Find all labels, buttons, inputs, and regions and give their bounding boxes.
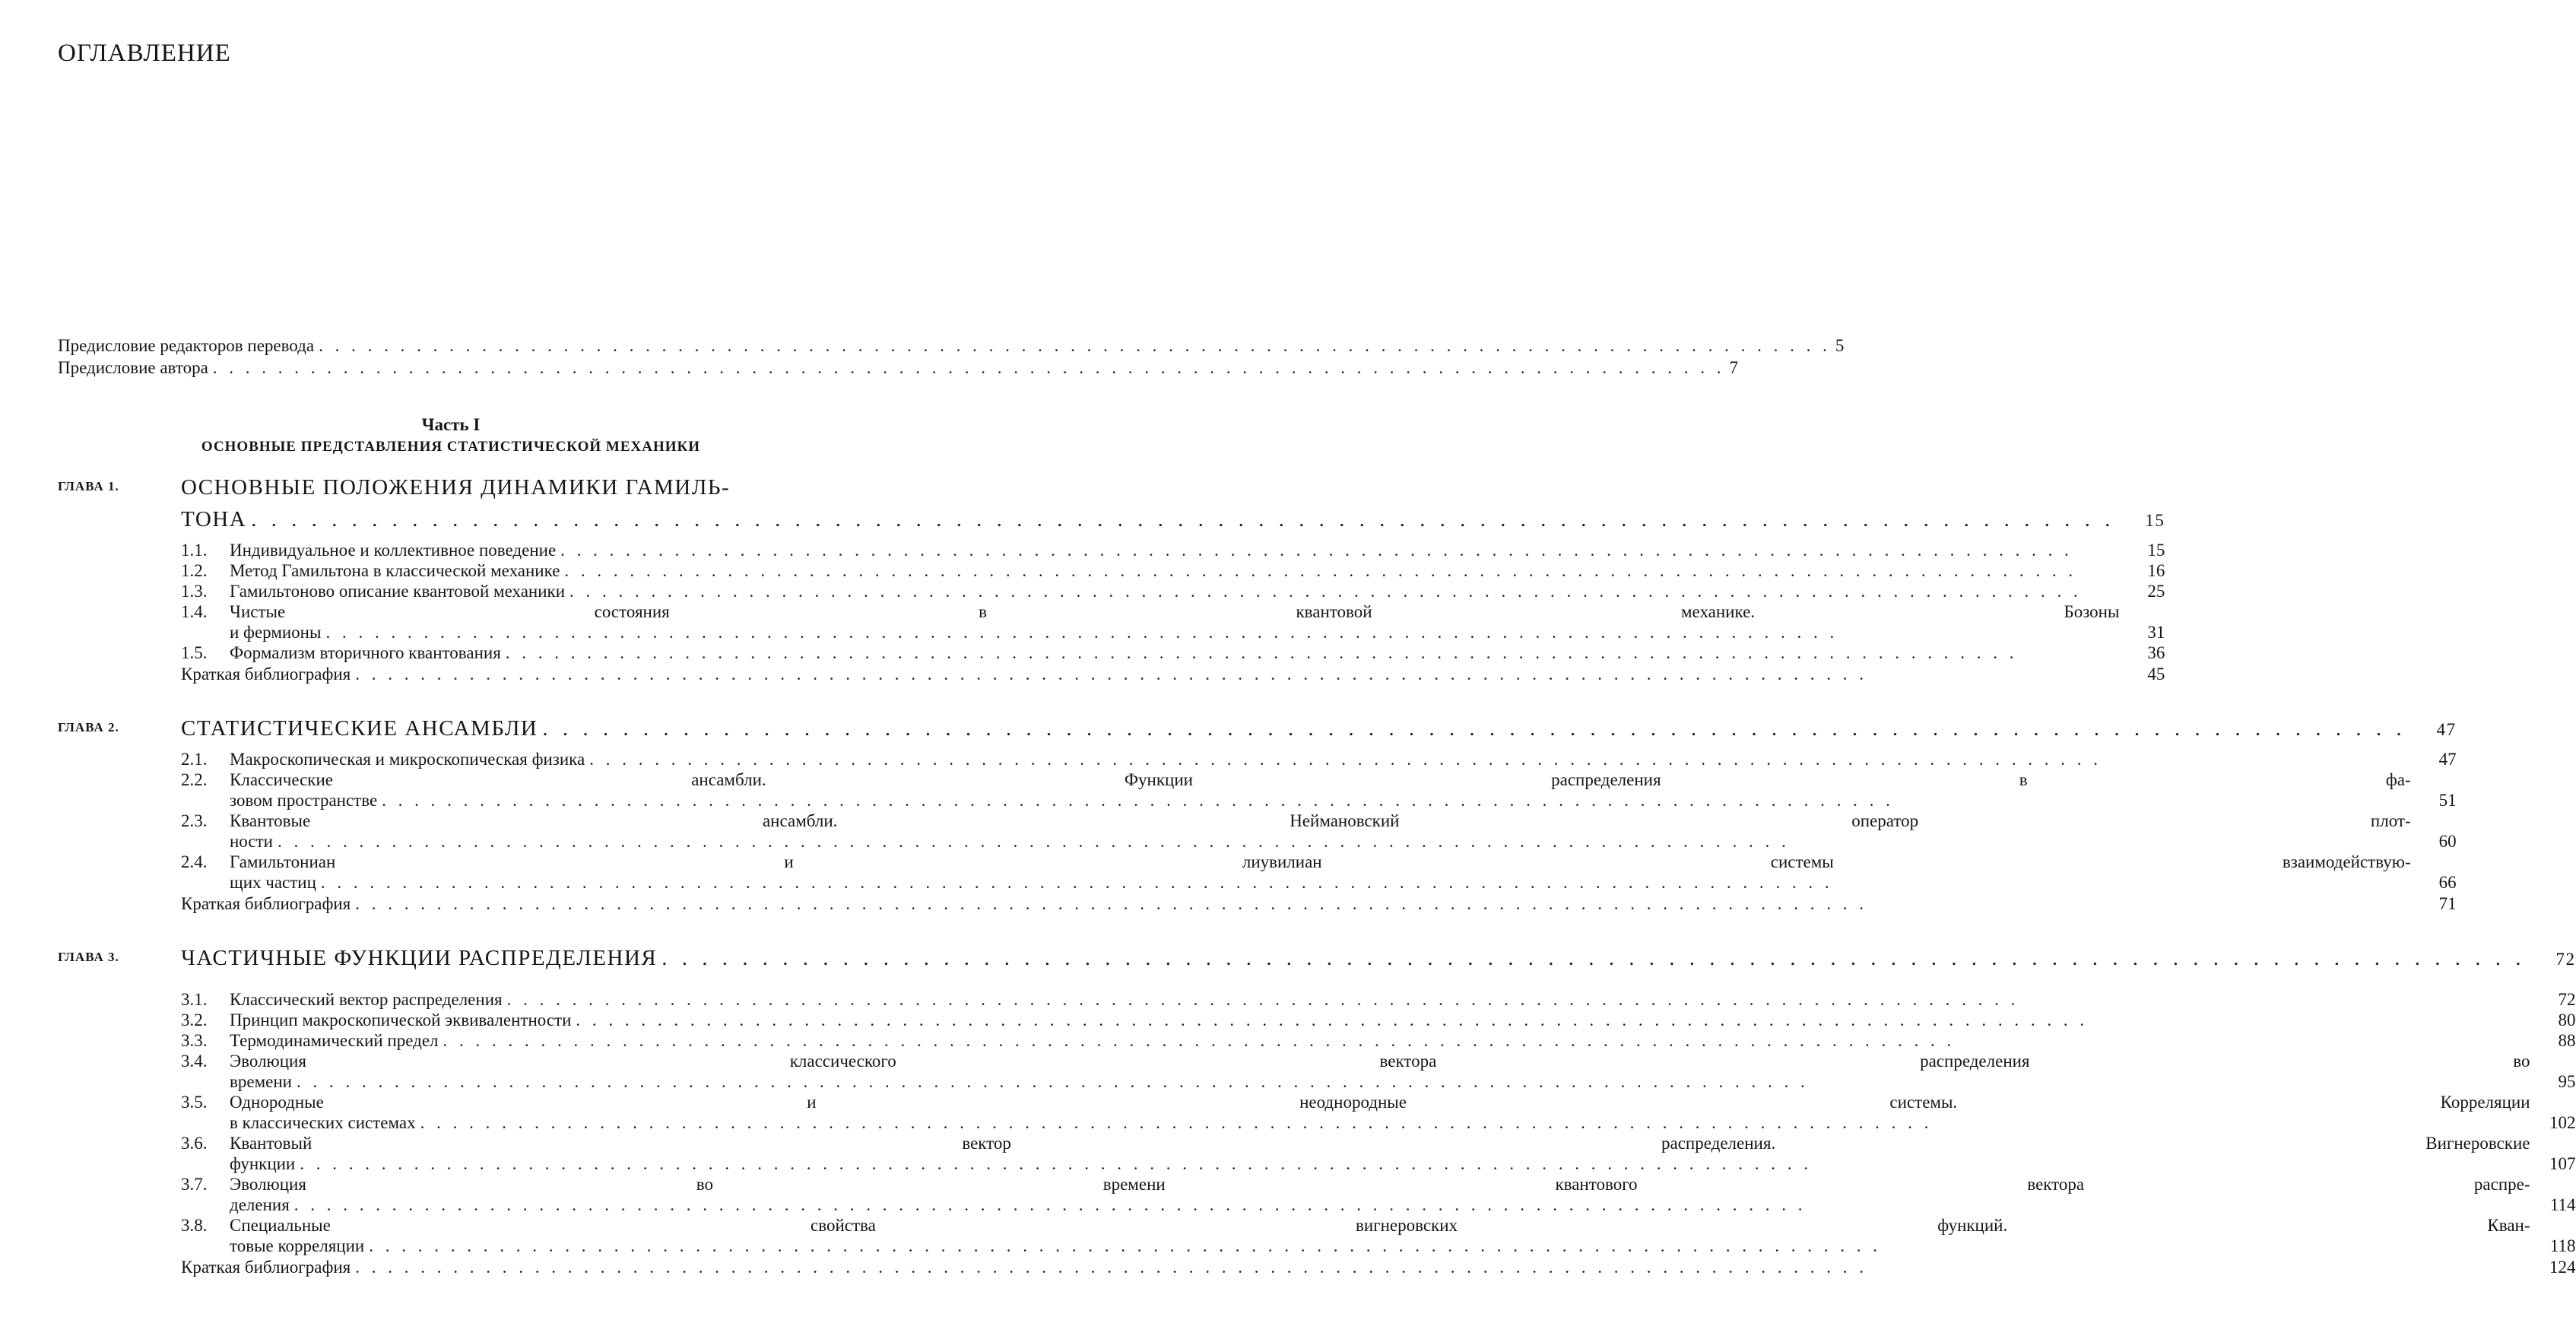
- leader-dots: [251, 506, 2114, 532]
- section-number: 3.7.: [181, 1175, 208, 1194]
- page-number: 60: [2438, 832, 2457, 851]
- section-title: функции: [230, 1154, 296, 1173]
- section-number: 1.1.: [181, 541, 208, 560]
- page-number: 72: [2558, 990, 2576, 1009]
- leader-dots: [355, 663, 2114, 685]
- page-number: 15: [2145, 511, 2165, 530]
- section-number: 3.8.: [181, 1216, 208, 1235]
- leader-dots: [661, 945, 2525, 971]
- chapter-label: ГЛАВА 1.: [58, 479, 119, 493]
- page-number: 36: [2147, 643, 2165, 662]
- section-title: Формализм вторичного квантования: [230, 643, 501, 662]
- section-number: 3.4.: [181, 1052, 208, 1071]
- leader-dots: [506, 642, 2115, 663]
- part-label: Часть I: [421, 415, 481, 434]
- section-title-line: Квантовый вектор распределения. Вигнеровские: [230, 1134, 2530, 1153]
- toc-entry-3-8[interactable]: [181, 1215, 2576, 1256]
- toc-entry-3-3[interactable]: [181, 1030, 2576, 1051]
- page-title: ОГЛАВЛЕНИЕ: [58, 40, 231, 67]
- page-number: 88: [2558, 1031, 2576, 1050]
- page-number: 66: [2438, 873, 2457, 892]
- section-number: 2.4.: [181, 852, 208, 871]
- leader-dots: [319, 335, 1831, 357]
- toc-entry-3-7[interactable]: [181, 1174, 2576, 1215]
- section-title-line: Чистые состояния в квантовой механике. Бозоны: [230, 602, 2120, 621]
- section-number: 2.1.: [181, 750, 208, 769]
- leader-dots: [542, 715, 2406, 741]
- leader-dots: [420, 1112, 2526, 1133]
- page-number: 15: [2147, 541, 2165, 560]
- leader-dots: [443, 1030, 2526, 1051]
- leader-dots: [560, 540, 2114, 560]
- page-number: 16: [2147, 561, 2165, 580]
- toc-entry-chapter-3[interactable]: [181, 945, 2576, 972]
- section-title-line: Эволюция во времени квантового вектора распре-: [230, 1175, 2530, 1194]
- section-number: 1.2.: [181, 561, 208, 580]
- chapter-label: ГЛАВА 2.: [58, 720, 119, 734]
- section-title-line: Специальные свойства вигнеровских функций. Кван-: [230, 1216, 2530, 1235]
- leader-dots: [382, 790, 2406, 811]
- part-header: [58, 414, 844, 458]
- toc-entry-1-2[interactable]: [181, 560, 2165, 581]
- section-number: 1.4.: [181, 602, 208, 621]
- section-title: Макроскопическая и микроскопическая физика: [230, 750, 585, 769]
- page-number: 5: [1835, 336, 1845, 355]
- section-number: 1.3.: [181, 582, 208, 601]
- toc-entry-chapter-1[interactable]: [181, 506, 2165, 534]
- toc-entry-3-1[interactable]: [181, 989, 2576, 1010]
- toc-entry-2-1[interactable]: [181, 749, 2457, 769]
- page-number: 102: [2549, 1113, 2576, 1132]
- leader-dots: [325, 622, 2114, 642]
- section-title: и фермионы: [230, 623, 322, 642]
- leader-dots: [321, 872, 2406, 893]
- section-title-line: Классические ансамбли. Функции распределения в фа-: [230, 770, 2411, 789]
- page-number: 80: [2558, 1010, 2576, 1030]
- page-number: 47: [2436, 720, 2457, 739]
- toc-entry-1-5[interactable]: [181, 642, 2165, 663]
- entry-title: Предисловие редакторов перевода: [58, 336, 315, 355]
- toc-entry-3-2[interactable]: [181, 1010, 2576, 1030]
- toc-entry-1-1[interactable]: [181, 540, 2165, 560]
- page-number: 7: [1729, 358, 1739, 377]
- chapter-title-line: ОСНОВНЫЕ ПОЛОЖЕНИЯ ДИНАМИКИ ГАМИЛЬ-: [181, 475, 731, 500]
- section-number: 2.2.: [181, 770, 208, 789]
- section-title: зовом пространстве: [230, 791, 378, 810]
- section-title: Гамильтоново описание квантовой механики: [230, 582, 566, 601]
- section-title: деления: [230, 1195, 290, 1214]
- chapter-2: [58, 715, 2457, 915]
- toc-entry-chapter-2[interactable]: [181, 715, 2457, 743]
- page-number: 118: [2549, 1236, 2576, 1255]
- leader-dots: [297, 1071, 2526, 1092]
- page-number: 51: [2438, 791, 2457, 810]
- leader-dots: [369, 1236, 2525, 1256]
- toc-entry-biblio-3[interactable]: [181, 1256, 2576, 1278]
- biblio-title: Краткая библиография: [181, 894, 351, 913]
- section-title: Термодинамический предел: [230, 1031, 439, 1050]
- section-title-line: Квантовые ансамбли. Неймановский оператор плот-: [230, 811, 2411, 830]
- toc-entry-3-4[interactable]: [181, 1051, 2576, 1092]
- leader-dots: [564, 560, 2114, 581]
- page-number: 45: [2147, 665, 2165, 684]
- toc-entry-biblio-2[interactable]: [181, 893, 2457, 915]
- toc-entry-preface-author[interactable]: [58, 357, 1739, 379]
- leader-dots: [569, 581, 2114, 601]
- section-title: Принцип макроскопической эквивалентности: [230, 1010, 572, 1030]
- leader-dots: [294, 1194, 2526, 1215]
- section-number: 3.5.: [181, 1093, 208, 1112]
- chapter-title: ЧАСТИЧНЫЕ ФУНКЦИИ РАСПРЕДЕЛЕНИЯ: [181, 946, 658, 970]
- section-title: товые корреляции: [230, 1236, 365, 1255]
- section-number: 2.3.: [181, 811, 208, 830]
- section-title: в классических системах: [230, 1113, 416, 1132]
- section-title-line: Однородные и неоднородные системы. Корреляции: [230, 1093, 2530, 1112]
- toc-entry-2-2[interactable]: [181, 769, 2457, 811]
- entry-title: Предисловие автора: [58, 358, 208, 377]
- toc-entry-1-3[interactable]: [181, 581, 2165, 601]
- section-title-line: Гамильтониан и лиувилиан системы взаимодействую-: [230, 852, 2411, 871]
- section-number: 3.6.: [181, 1134, 208, 1153]
- toc-entry-2-3[interactable]: [181, 811, 2457, 852]
- chapter-1: [58, 474, 2165, 685]
- section-title: щих частиц: [230, 873, 316, 892]
- leader-dots: [589, 749, 2406, 769]
- part-title: ОСНОВНЫЕ ПРЕДСТАВЛЕНИЯ СТАТИСТИЧЕСКОЙ МЕХАНИКИ: [201, 439, 701, 455]
- section-number: 3.2.: [181, 1010, 208, 1030]
- section-title: Метод Гамильтона в классической механике: [230, 561, 560, 580]
- leader-dots: [213, 357, 1725, 379]
- page-number: 107: [2549, 1154, 2576, 1173]
- section-title: времени: [230, 1072, 292, 1091]
- section-title: ности: [230, 832, 273, 851]
- page-number: 71: [2438, 894, 2457, 913]
- chapter-title: СТАТИСТИЧЕСКИЕ АНСАМБЛИ: [181, 716, 538, 741]
- section-title: Индивидуальное и коллективное поведение: [230, 541, 557, 560]
- toc-entry-3-5[interactable]: [181, 1092, 2576, 1133]
- leader-dots: [576, 1010, 2525, 1030]
- page-number: 31: [2147, 623, 2165, 642]
- toc-entry-1-4[interactable]: [181, 601, 2165, 642]
- page-number: 114: [2549, 1195, 2576, 1214]
- section-number: 3.1.: [181, 990, 208, 1009]
- chapter-label: ГЛАВА 3.: [58, 950, 119, 964]
- leader-dots: [355, 893, 2406, 915]
- chapter-title: ТОНА: [181, 507, 247, 531]
- leader-dots: [300, 1153, 2525, 1174]
- page-number: 124: [2549, 1258, 2576, 1277]
- page-number: 47: [2438, 750, 2457, 769]
- section-number: 3.3.: [181, 1031, 208, 1050]
- toc-entry-3-6[interactable]: [181, 1133, 2576, 1174]
- section-title-line: Эволюция классического вектора распределения во: [230, 1052, 2530, 1071]
- table-of-contents: [58, 335, 2576, 1309]
- page-number: 25: [2147, 582, 2165, 601]
- chapter-3: [58, 945, 2576, 1278]
- toc-entry-biblio-1[interactable]: [181, 663, 2165, 685]
- section-title: Классический вектор распределения: [230, 990, 503, 1009]
- leader-dots: [507, 989, 2526, 1010]
- toc-entry-preface-editors[interactable]: [58, 335, 1845, 357]
- leader-dots: [355, 1256, 2525, 1278]
- section-number: 1.5.: [181, 643, 208, 662]
- biblio-title: Краткая библиография: [181, 665, 351, 684]
- biblio-title: Краткая библиография: [181, 1258, 351, 1277]
- page-number: 72: [2555, 950, 2576, 969]
- leader-dots: [278, 831, 2406, 852]
- page-number: 95: [2558, 1072, 2576, 1091]
- toc-entry-2-4[interactable]: [181, 852, 2457, 893]
